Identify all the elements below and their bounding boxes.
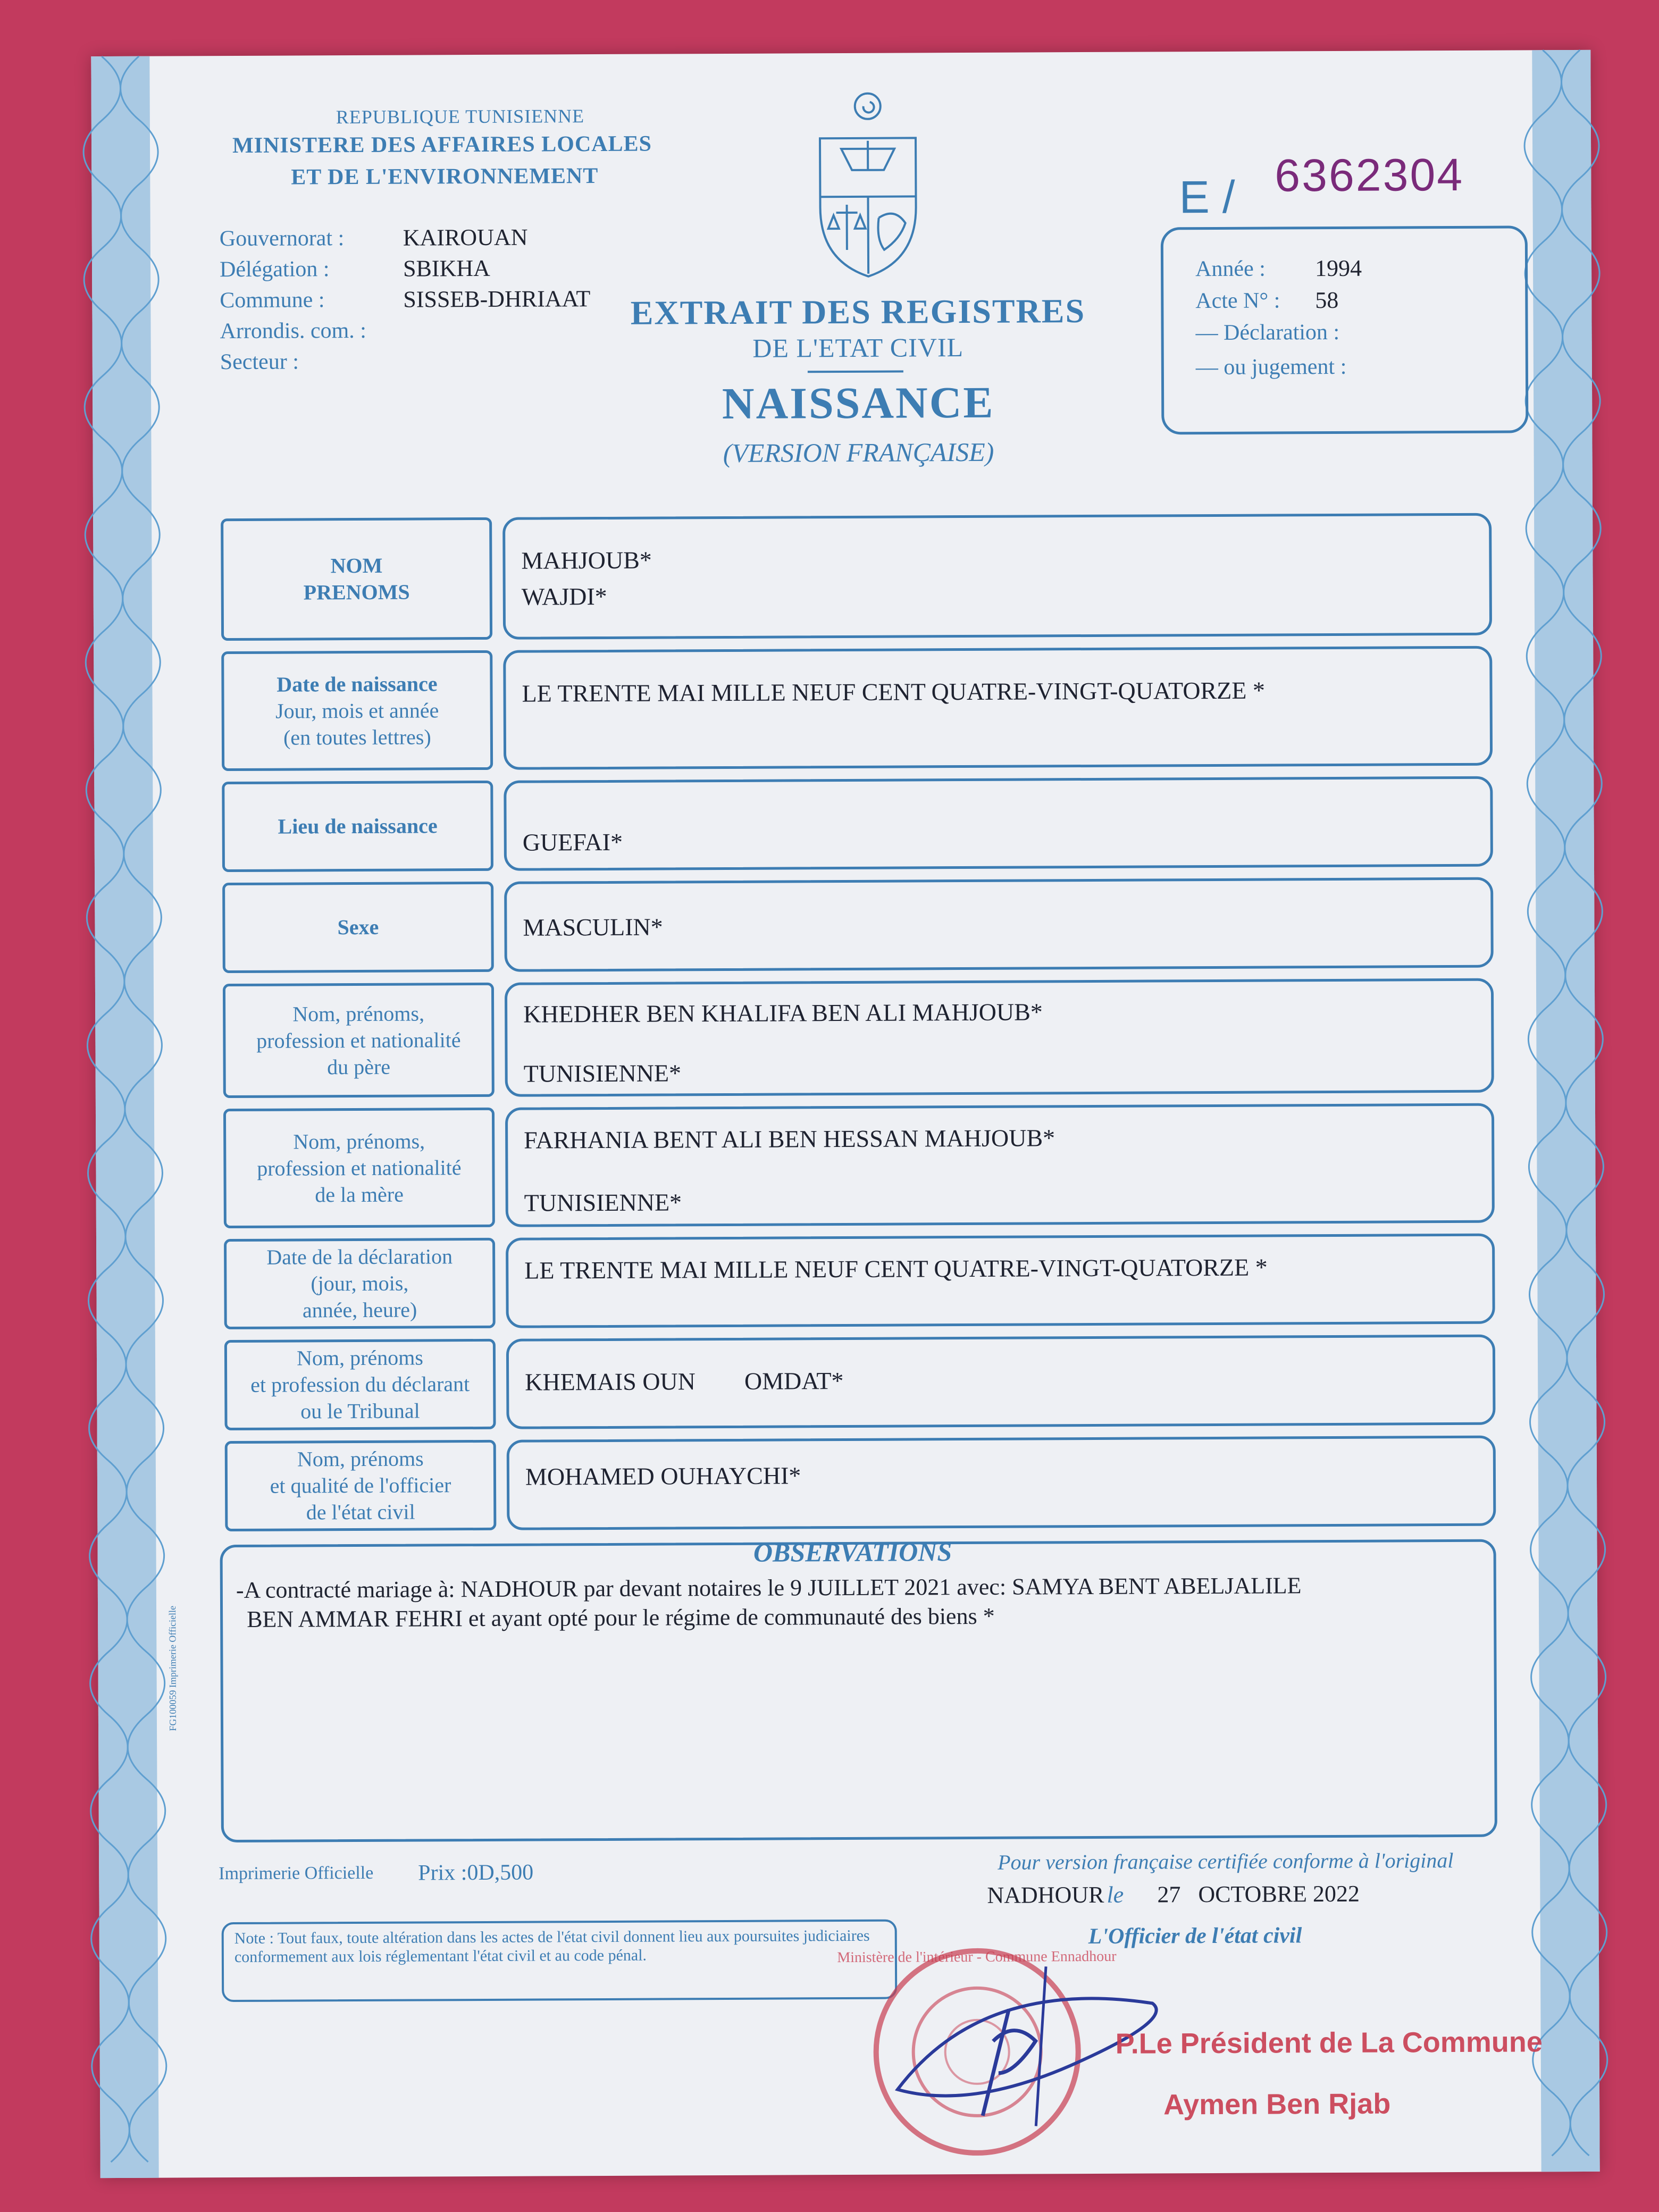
right-guilloche-border	[1532, 50, 1599, 2172]
title-line-2: DE L'ETAT CIVIL	[752, 332, 964, 363]
republic-header: REPUBLIQUE TUNISIENNE	[336, 105, 585, 128]
certified-text: Pour version française certifiée conforme à l'original	[998, 1848, 1454, 1874]
row-label-declarant-line-3: ou le Tribunal	[300, 1398, 420, 1423]
left-guilloche-border	[91, 56, 158, 2178]
commune-label: Commune :	[220, 288, 325, 313]
row-value-pere	[505, 978, 1494, 1097]
row-label-date-declaration	[224, 1238, 496, 1329]
row-label-declarant-line-2: et profession du déclarant	[250, 1372, 470, 1397]
row-value-mere	[505, 1103, 1495, 1227]
officer-label: L'Officier de l'état civil	[1088, 1923, 1302, 1949]
row-label-date-naissance	[221, 650, 493, 771]
observations-line-1: -A contracté mariage à: NADHOUR par devant notaires le 9 JUILLET 2021 avec: SAMYA BENT ABELJALILE	[236, 1572, 1302, 1604]
jugement-label: — ou jugement :	[1195, 354, 1347, 380]
row-label-date-declaration-line-1: Date de la déclaration	[266, 1244, 453, 1269]
row-label-pere-line-2: profession et nationalité	[256, 1027, 461, 1053]
row-label-officier-line-3: de l'état civil	[306, 1499, 415, 1524]
sexe-value: MASCULIN*	[523, 913, 663, 941]
arrondissement-label: Arrondis. com. :	[220, 318, 366, 344]
ministry-line-1: MINISTERE DES AFFAIRES LOCALES	[232, 131, 652, 158]
row-label-officier-line-2: et qualité de l'officier	[270, 1473, 451, 1498]
row-label-sexe	[222, 882, 494, 973]
ministry-line-2: ET DE L'ENVIRONNEMENT	[291, 164, 599, 190]
mere-name-value: FARHANIA BENT ALI BEN HESSAN MAHJOUB*	[524, 1124, 1055, 1154]
row-label-date-naissance-line-2: Jour, mois et année	[275, 698, 439, 723]
row-label-date-declaration-line-3: année, heure)	[302, 1297, 417, 1322]
row-label-date-naissance-line-3: (en toutes lettres)	[283, 724, 431, 750]
gouvernorat-value: KAIROUAN	[403, 224, 528, 251]
nom-value: MAHJOUB*	[521, 546, 652, 574]
legal-note: Note : Tout faux, toute altération dans les actes de l'état civil donnent lieu aux poursuites judiciaires conformement aux lois réglementant l'état civil et au code pénal.	[222, 1920, 898, 2002]
price-label: Prix :0D,500	[418, 1860, 534, 1886]
row-value-date-declaration	[506, 1234, 1495, 1328]
row-label-pere-line-3: du père	[327, 1054, 391, 1079]
row-label-nom	[221, 517, 492, 641]
title-line-1: EXTRAIT DES REGISTRES	[630, 292, 1086, 332]
annee-value: 1994	[1314, 255, 1362, 282]
officier-value: MOHAMED OUHAYCHI*	[525, 1462, 801, 1490]
commune-value: SISSEB-DHRIAAT	[403, 286, 591, 313]
serial-prefix: E /	[1179, 171, 1235, 223]
annee-label: Année :	[1195, 256, 1266, 282]
observations-title: OBSERVATIONS	[753, 1537, 952, 1568]
place-value: NADHOUR	[987, 1881, 1104, 1908]
lieu-naissance-value: GUEFAI*	[522, 828, 623, 856]
stamp-text: Ministère de l'intérieur - Commune Ennadhour	[837, 1948, 1117, 1966]
row-value-officier	[507, 1436, 1496, 1530]
row-label-declarant-line-1: Nom, prénoms	[297, 1345, 423, 1370]
serial-number: 6362304	[1275, 149, 1464, 202]
date-le-label: le	[1107, 1881, 1124, 1908]
row-label-mere-line-1: Nom, prénoms,	[293, 1128, 425, 1154]
date-naissance-value: LE TRENTE MAI MILLE NEUF CENT QUATRE-VINGT-QUATORZE *	[522, 676, 1266, 707]
title-main: NAISSANCE	[722, 378, 995, 429]
row-value-date-naissance	[503, 646, 1493, 770]
row-label-lieu-naissance	[222, 781, 493, 872]
tunisia-coat-of-arms-icon	[804, 90, 933, 282]
mere-nationality-value: TUNISIENNE*	[524, 1188, 682, 1217]
row-label-lieu-naissance-line-1: Lieu de naissance	[278, 814, 438, 839]
title-divider	[808, 371, 903, 373]
row-label-pere-line-1: Nom, prénoms,	[292, 1001, 425, 1026]
acte-number-label: Acte N° :	[1195, 288, 1280, 314]
acte-number-value: 58	[1315, 287, 1339, 314]
row-label-mere-line-3: de la mère	[315, 1182, 404, 1206]
row-label-sexe-line-1: Sexe	[337, 915, 379, 940]
row-label-pere	[223, 983, 495, 1098]
row-value-lieu-naissance	[504, 776, 1493, 871]
gouvernorat-label: Gouvernorat :	[219, 226, 345, 252]
row-value-declarant	[506, 1335, 1496, 1429]
row-label-date-naissance-line-1: Date de naissance	[276, 671, 438, 697]
row-label-officier-line-1: Nom, prénoms	[297, 1446, 424, 1471]
prenoms-value: WAJDI*	[521, 582, 607, 610]
delegation-label: Délégation :	[219, 257, 330, 282]
row-value-sexe	[504, 877, 1494, 972]
printer-label: Imprimerie Officielle	[219, 1863, 374, 1884]
date-declaration-value: LE TRENTE MAI MILLE NEUF CENT QUATRE-VINGT-QUATORZE *	[524, 1253, 1268, 1284]
title-version: (VERSION FRANÇAISE)	[723, 437, 994, 468]
side-printer-mark: FG100059 Imprimerie Officielle	[167, 1605, 179, 1731]
president-stamp: P.Le Président de La Commune	[1115, 2026, 1543, 2060]
pere-nationality-value: TUNISIENNE*	[523, 1059, 682, 1087]
birth-certificate	[91, 50, 1599, 2178]
row-label-declarant	[224, 1339, 496, 1430]
issue-date-value: 27 OCTOBRE 2022	[1157, 1880, 1360, 1908]
delegation-value: SBIKHA	[403, 255, 490, 282]
row-value-nom	[502, 513, 1492, 640]
row-label-nom-line-2: PRENOMS	[303, 580, 410, 605]
declaration-label: — Déclaration :	[1195, 320, 1340, 346]
pere-name-value: KHEDHER BEN KHALIFA BEN ALI MAHJOUB*	[523, 998, 1043, 1028]
row-label-mere-line-2: profession et nationalité	[257, 1155, 462, 1180]
secteur-label: Secteur :	[220, 349, 299, 375]
row-label-nom-line-1: NOM	[330, 553, 383, 578]
row-label-officier	[225, 1440, 497, 1531]
row-label-mere	[223, 1108, 495, 1228]
declarant-value: KHEMAIS OUN OMDAT*	[525, 1367, 844, 1396]
row-label-date-declaration-line-2: (jour, mois,	[311, 1271, 409, 1296]
signatory-stamp: Aymen Ben Rjab	[1163, 2088, 1391, 2121]
observations-line-2: BEN AMMAR FEHRI et ayant opté pour le régime de communauté des biens *	[247, 1603, 995, 1632]
